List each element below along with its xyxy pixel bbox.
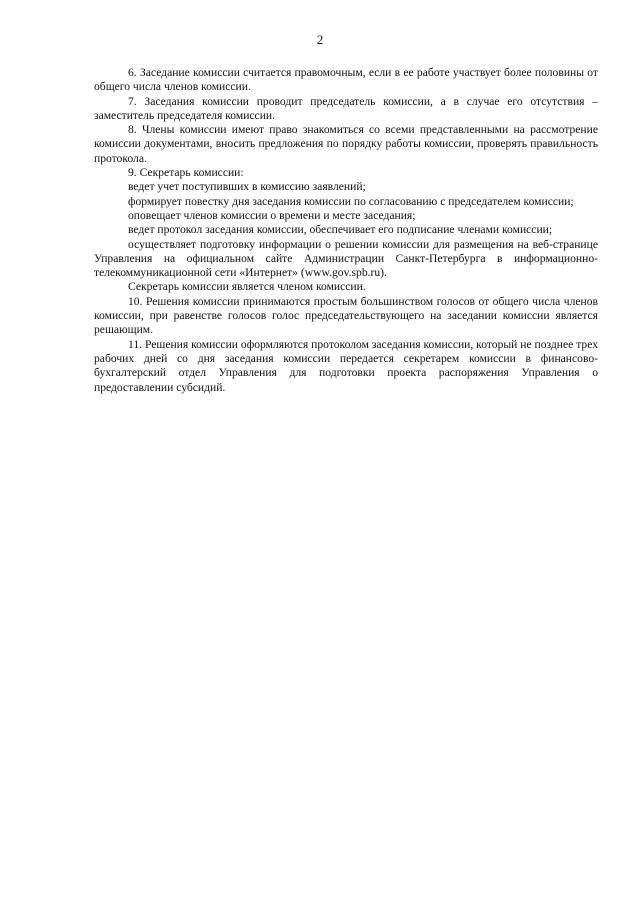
paragraph-11-protocol: 11. Решения комиссии оформляются протоколом заседания комиссии, который не позднее трех рабочих дней со дня заседания комиссии передается секретарем комиссии в финансово-бухгалтерский отдел Управления для подготовки проекта распоряжения Управления о предоставлении субсидий. bbox=[94, 337, 598, 394]
secretary-duty-minutes: ведет протокол заседания комиссии, обеспечивает его подписание членами комиссии; bbox=[128, 223, 553, 237]
secretary-duty-applications: ведет учет поступивших в комиссию заявлений; bbox=[128, 180, 366, 194]
secretary-duty-notification: оповещает членов комиссии о времени и месте заседания; bbox=[128, 208, 416, 222]
paragraph-7-chair: 7. Заседания комиссии проводит председатель комиссии, а в случае его отсутствия – заместитель председателя комиссии. bbox=[94, 94, 598, 122]
secretary-duty-agenda: формирует повестку дня заседания комиссии по согласованию с председателем комиссии; bbox=[128, 194, 574, 208]
document-body bbox=[94, 66, 598, 395]
page-number: 2 bbox=[316, 32, 324, 47]
secretary-duty-publication: осуществляет подготовку информации о решении комиссии для размещения на веб-странице Управления на официальном сайте Администрации Санкт-Петербурга в информационно-телекоммуникационной сети «Интернет» (www.gov.spb.ru). bbox=[94, 237, 598, 280]
paragraph-6-quorum: 6. Заседание комиссии считается правомочным, если в ее работе участвует более половины от общего числа членов комиссии. bbox=[94, 66, 598, 94]
secretary-membership-note: Секретарь комиссии является членом комиссии. bbox=[128, 280, 366, 294]
paragraph-10-voting: 10. Решения комиссии принимаются простым большинством голосов от общего числа членов комиссии, при равенстве голосов голос председательствующего на заседании комиссии является решающим. bbox=[94, 294, 598, 337]
paragraph-8-members-rights: 8. Члены комиссии имеют право знакомиться со всеми представленными на рассмотрение комиссии документами, вносить предложения по порядку работы комиссии, проверять правильность протокола. bbox=[94, 123, 598, 165]
paragraph-9-secretary: 9. Секретарь комиссии: bbox=[128, 166, 244, 180]
